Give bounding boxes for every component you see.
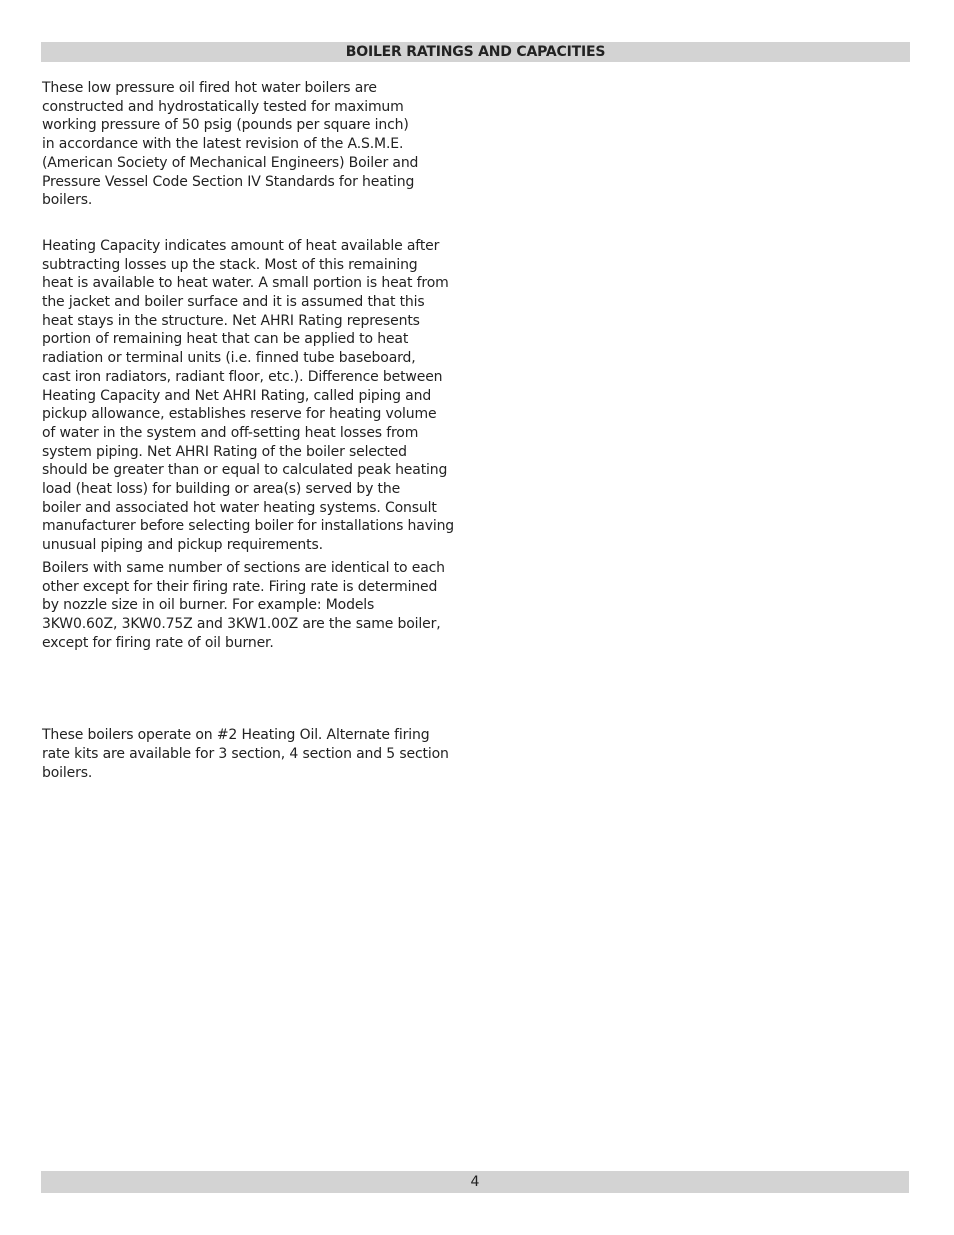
page-footer-bar [41,1171,909,1193]
paragraph-heating-capacity: Heating Capacity indicates amount of heat available after subtracting losses up the stack. Most of this remaining heat is available to heat water. A small portion is heat from the jacket and boiler surface and it is assumed that this heat stays in the structure. Net AHRI Rating represents portion of remaining heat that can be applied to heat radiation or terminal units (i.e. finned tube baseboard, cast iron radiators, radiant floor, etc.). Difference between Heating Capacity and Net AHRI Rating, called piping and pickup allowance, establishes reserve for heating volume of water in the system and off-setting heat losses from system piping. Net AHRI Rating of the boiler selected should be greater than or equal to calculated peak heating load (heat loss) for building or area(s) served by the boiler and associated hot water heating systems. Consult manufacturer before selecting boiler for installations having unusual piping and pickup requirements. [42,237,455,554]
section-header-bar [41,42,910,62]
paragraph-asme-rating: These low pressure oil fired hot water boilers are constructed and hydrostatically tested for maximum working pressure of 50 psig (pounds per square inch) in accordance with the latest revision of the A.S.M.E. (American Society of Mechanical Engineers) Boiler and Pressure Vessel Code Section IV Standards for heating boilers. [42,80,419,209]
page-number: 4 [470,1174,480,1190]
body-text-column [42,79,472,783]
paragraph-firing-rate: Boilers with same number of sections are identical to each other except for their firing rate. Firing rate is determined by nozzle size in oil burner. For example: Models 3KW0.60Z, 3KW0.75Z and 3KW1.00Z are the same boiler, except for firing rate of oil burner. [42,559,445,651]
section-title: BOILER RATINGS AND CAPACITIES [345,44,606,60]
paragraph-heating-oil: These boilers operate on #2 Heating Oil. Alternate firing rate kits are available for 3 section, 4 section and 5 section boilers. [42,727,449,781]
